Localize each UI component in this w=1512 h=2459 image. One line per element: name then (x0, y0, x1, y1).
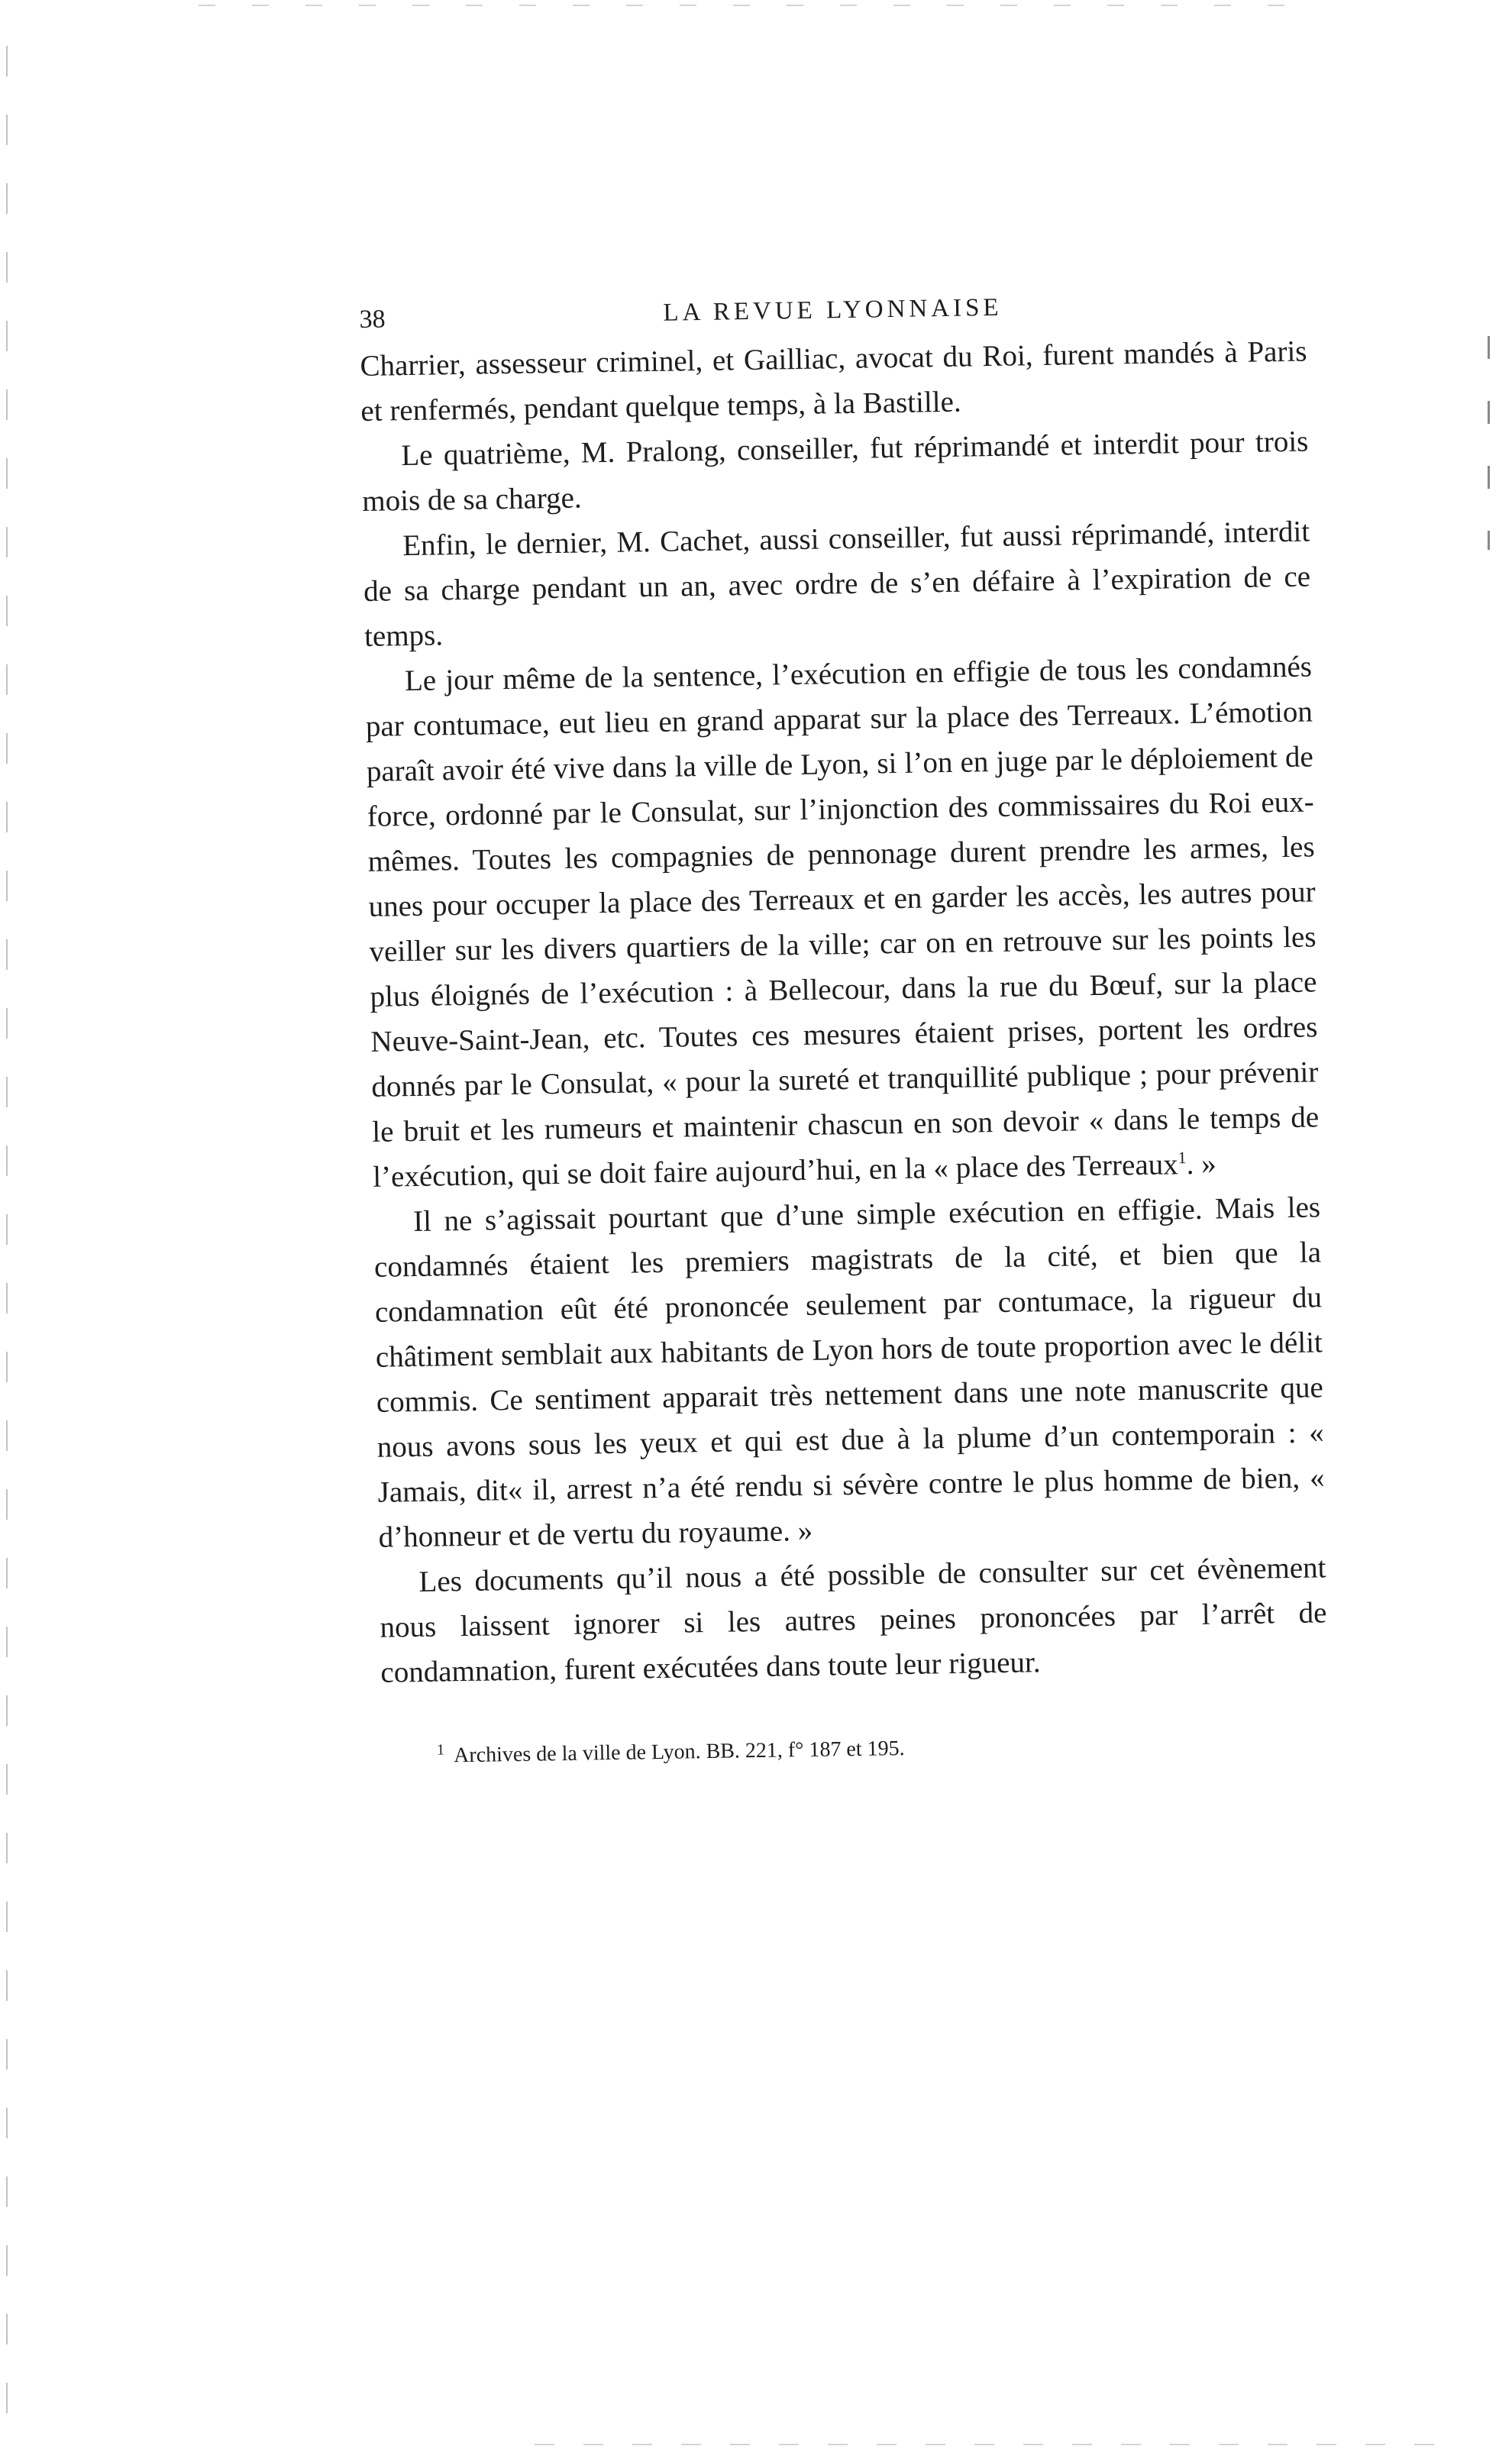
quote-close: . » (1186, 1147, 1217, 1181)
scan-artifact-right-edge (1488, 336, 1490, 550)
paragraph-pralong: Le quatrième, M. Pralong, conseiller, fut réprimandé et interdit pour trois mois de sa charge. (362, 425, 1309, 518)
paragraph-cachet: Enfin, le dernier, M. Cachet, aussi conseiller, fut aussi réprimandé, interdit de sa charge pendant un an, avec ordre de s’en défaire à l’expiration de ce temps. (363, 515, 1311, 653)
paragraph-continued: Charrier, assesseur criminel, et Gailliac, avocat du Roi, furent mandés à Paris et renfermés, pendant quelque temps, à la Bastille. (360, 334, 1307, 428)
body-text (360, 329, 1328, 1695)
page-number: 38 (359, 305, 386, 334)
paragraph-documents: Les documents qu’il nous a été possible de consulter sur cet évènement nous laissent ignorer si les autres peines prononcées par l’arrêt de condamnation, furent exécutées dans toute leur rigueur. (380, 1551, 1327, 1689)
scan-artifact-left-edge (6, 46, 8, 2413)
footnote (437, 1727, 1329, 1770)
paragraph-execution-effigie (365, 644, 1320, 1199)
scan-artifact-bottom (535, 2444, 1451, 2445)
footnote-reference: 1 (1178, 1148, 1187, 1168)
journal-title: LA REVUE LYONNAISE (663, 293, 1003, 327)
footnote-text: Archives de la ville de Lyon. BB. 221, f° 187 et 195. (453, 1737, 905, 1768)
footnote-marker: 1 (436, 1741, 445, 1759)
scan-artifact-top (199, 5, 1306, 6)
book-page (359, 276, 1329, 1772)
paragraph-contemporary-note: Il ne s’agissait pourtant que d’une simple exécution en effigie. Mais les condamnés étaient les premiers magistrats de la cité, et bien que la condamnation eût été prononcée seulement par contumace, la rigueur du châtiment semblait aux habitants de Lyon hors de toute proportion avec le délit commis. Ce sentiment apparait très nettement dans une note manuscrite que nous avons sous les yeux et qui est due à la plume d’un contemporain : « Jamais, dit« il, arrest n’a été rendu si sévère contre le plus homme de bien, « d’honneur et de vertu du royaume. » (373, 1191, 1325, 1554)
paragraph-execution-text: Le jour même de la sentence, l’exécution en effigie de tous les condamnés par contumace, eut lieu en grand apparat sur la place des Terreaux. L’émotion paraît avoir été vive dans la ville de Lyon, si l’on en juge par le déploiement de force, ordonné par le Consulat, sur l’injonction des commissaires du Roi eux-mêmes. Toutes les compagnies de pennonage durent prendre les armes, les unes pour occuper la place des Terreaux et en garder les accès, les autres pour veiller sur les divers quartiers de la ville; car on en retrouve sur les points les plus éloignés de l’exécution : à Bellecour, dans la rue du Bœuf, sur la place Neuve-Saint-Jean, etc. Toutes ces mesures étaient prises, portent les ordres donnés par le Consulat, « pour la sureté et tranquillité publique ; pour prévenir le bruit et les rumeurs et maintenir chascun en son devoir « dans le temps de l’exécution, qui se doit faire aujourd’hui, en la « place des Terreaux (365, 650, 1320, 1194)
